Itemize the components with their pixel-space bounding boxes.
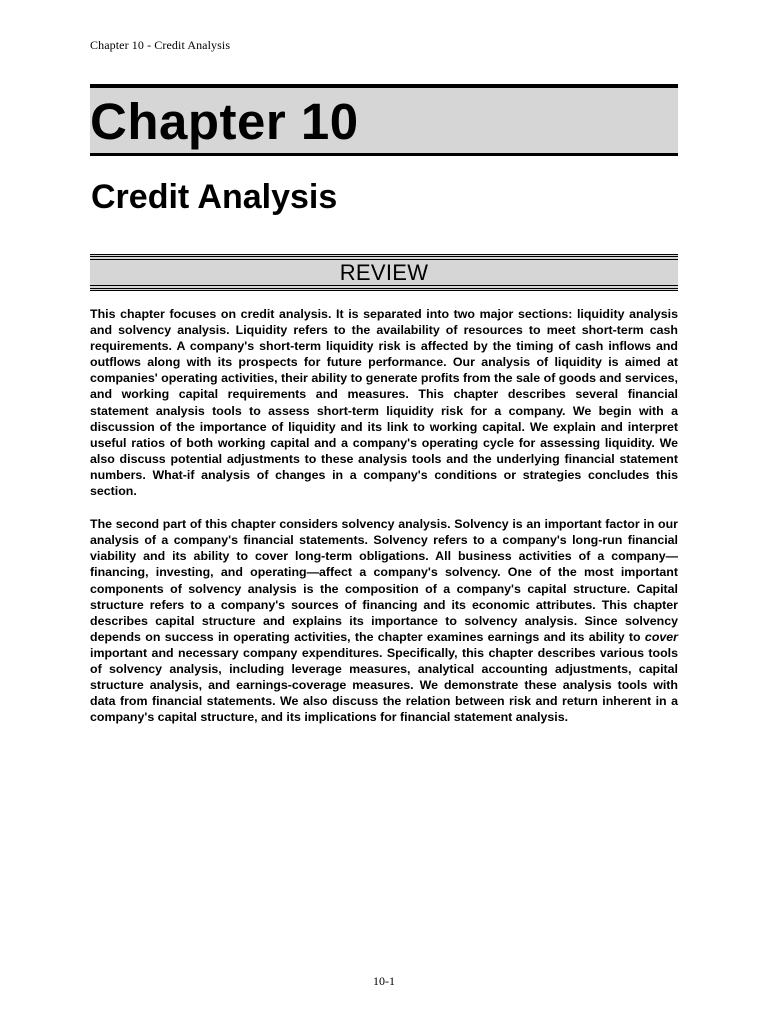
page-number: 10-1 (373, 974, 395, 988)
review-section-band (90, 254, 678, 291)
body-text (90, 306, 678, 742)
paragraph-liquidity: This chapter focuses on credit analysis. It is separated into two major sections: liquidity analysis and solvency analysis. Liquidity refers to the availability of resources to meet short-term cash requirements. A company's short-term liquidity risk is affected by the timing of cash inflows and outflows along with its prospects for future performance. Our analysis of liquidity is aimed at companies' operating activities, their ability to generate profits from the sale of goods and services, and working capital requirements and measures. This chapter describes several financial statement analysis tools to assess short-term liquidity risk for a company. We begin with a discussion of the importance of liquidity and its link to working capital. We explain and interpret useful ratios of both working capital and a company's operating cycle for assessing liquidity. We also discuss potential adjustments to these analysis tools and the underlying financial statement numbers. What-if analysis of changes in a company's conditions or strategies concludes this section. (90, 307, 678, 499)
emphasis-cover: cover (644, 629, 678, 644)
section-heading: REVIEW (339, 260, 429, 285)
running-header: Chapter 10 - Credit Analysis (90, 38, 231, 52)
chapter-title: Credit Analysis (91, 178, 338, 216)
paragraph-solvency-part2: important and necessary company expenditures. Specifically, this chapter describes various tools of solvency analysis, including leverage measures, analytical accounting adjustments, capital structure analysis, and earnings-coverage measures. We demonstrate these analysis tools with data from financial statements. We also discuss the relation between risk and return inherent in a company's capital structure, and its implications for financial statement analysis. (90, 645, 678, 725)
chapter-number: Chapter 10 (90, 93, 359, 150)
chapter-heading-band (90, 84, 678, 156)
paragraph-solvency-part1: The second part of this chapter considers solvency analysis. Solvency is an important factor in our analysis of a company's financial statements. Solvency refers to a company's long-run financial viability and its ability to cover long-term obligations. All business activities of a company—financing, investing, and operating—affect a company's solvency. One of the most important components of solvency analysis is the composition of a company's capital structure. Capital structure refers to a company's sources of financing and its economic attributes. This chapter describes capital structure and explains its importance to solvency analysis. Since solvency depends on success in operating activities, the chapter examines earnings and its ability to (90, 517, 678, 644)
paragraph-solvency (90, 516, 678, 725)
